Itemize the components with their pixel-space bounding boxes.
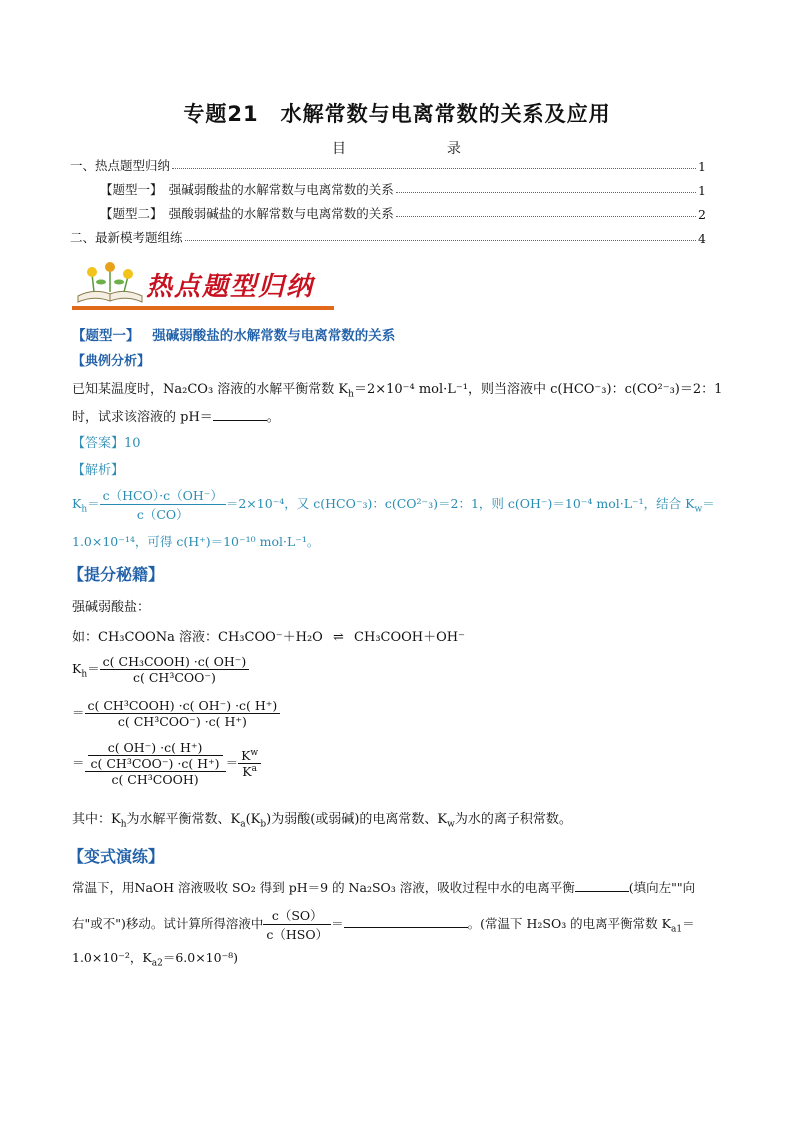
note-sub-a: a <box>240 819 246 830</box>
note-sub-h: h <box>120 819 127 830</box>
tips-line2 <box>72 626 465 645</box>
tips-note <box>72 808 572 830</box>
note-1: 其中：K <box>72 812 121 827</box>
practice-text-3: 1.0×10⁻²，K <box>72 950 152 965</box>
type1-heading <box>72 324 395 344</box>
book-flowers-icon <box>74 262 146 306</box>
practice-text-2c: 。(常温下 H₂SO₃ 的电离平衡常数 K <box>467 916 671 931</box>
banner-title: 热点题型归纳 <box>146 272 315 302</box>
fraction-2-num: c( CH³COOH) ·c( OH⁻) ·c( H⁺) <box>85 698 281 714</box>
q2-end: 。 <box>266 410 280 425</box>
example-question-line1 <box>72 378 722 400</box>
page-title: 专题21 水解常数与电离常数的关系及应用 <box>183 102 611 126</box>
toc-heading-char-1: 目 <box>332 141 346 157</box>
fraction-3 <box>85 740 226 787</box>
practice-equals-2: ＝ <box>682 916 695 931</box>
ratio-den: c（HSO） <box>266 927 329 942</box>
ka1-sub: a1 <box>671 924 683 935</box>
note-2: 为水解平衡常数、K <box>126 812 241 827</box>
ka-sup: a <box>251 764 257 774</box>
kh-symbol: K <box>72 496 82 511</box>
fraction-1 <box>100 654 250 685</box>
note-3: (K <box>245 812 261 827</box>
section-banner <box>72 262 334 310</box>
equilibrium-arrow-icon: ⇌ <box>332 630 344 645</box>
analysis-formula-line: $K_h=$ $\frac{\text{c（HCO）·c（OH⁻）}}{c(CO)}$ ＝2×10⁻⁴，又 c(HCO⁻₃)：c(CO²⁻₃)＝2：1，则 c(OH⁻)＝10⁻⁴ mol·L⁻¹，结合 $K_w=$ <box>72 488 715 522</box>
fraction-1-den: c( CH³COO⁻) <box>133 670 216 685</box>
toc-dots <box>185 240 697 241</box>
practice-text-1b: (填向左""向 <box>628 880 696 895</box>
note-sub-b: b <box>260 819 267 830</box>
ratio-blank[interactable] <box>344 927 468 928</box>
nested-num: c( OH⁻) ·c( H⁺) <box>88 740 223 756</box>
toc-row[interactable] <box>100 178 706 198</box>
fraction-2-den: c( CH³COO⁻) ·c( H⁺) <box>117 714 247 729</box>
practice-equals: ＝ <box>331 916 344 931</box>
toc-page: 4 <box>698 231 706 246</box>
example-question-line2 <box>72 406 280 425</box>
fraction-3-num <box>85 740 226 772</box>
toc-label: 一、热点题型归纳 <box>70 158 171 173</box>
kw-sup: w <box>250 747 259 758</box>
nested-den: c( CH³COO⁻) ·c( H⁺) <box>90 756 220 771</box>
fraction-numerator: c（HCO）·c（OH⁻） <box>100 486 226 505</box>
ratio-fraction <box>263 906 331 943</box>
q1-text-cont: ＝2×10⁻⁴ mol·L⁻¹，则当溶液中 c(HCO⁻₃)：c(CO²⁻₃)＝2：1 <box>353 382 723 397</box>
ka-symbol: K <box>242 764 252 780</box>
kh-formula-1: $K_h=$ $\frac{\text{c( CH₃COOH) ·c( OH⁻)}}{\text{c( CH³COO⁻)}}$ <box>72 654 249 685</box>
kw-symbol: K <box>241 748 251 763</box>
analysis-fraction <box>100 486 226 523</box>
analysis-line2: 1.0×10⁻¹⁴，可得 c(H⁺)＝10⁻¹⁰ mol·L⁻¹。 <box>72 534 320 549</box>
type1-tag: 【题型一】 <box>72 328 140 344</box>
answer-blank[interactable] <box>213 420 267 421</box>
answer-line: 【答案】10 <box>72 436 141 451</box>
kw-ka-fraction <box>238 748 261 779</box>
direction-blank[interactable] <box>575 891 629 892</box>
practice-heading: 【变式演练】 <box>68 847 165 866</box>
fraction-3-den: c( CH³COOH) <box>111 772 199 787</box>
toc-page: 1 <box>698 159 706 174</box>
toc-dots <box>396 216 696 217</box>
reaction-left: 如：CH₃COONa 溶液：CH₃COO⁻＋H₂O <box>72 630 323 645</box>
toc-label: 【题型一】 强碱弱酸盐的水解常数与电离常数的关系 <box>100 182 394 197</box>
analysis-equals: ＝ <box>702 496 715 511</box>
toc-dots <box>396 192 696 193</box>
toc-row[interactable] <box>100 202 706 222</box>
toc-dots <box>172 168 696 169</box>
toc-heading-char-2: 录 <box>446 141 461 157</box>
q1-sub: h <box>348 389 354 400</box>
tips-heading: 【提分秘籍】 <box>68 565 165 584</box>
example-heading: 【典例分析】 <box>72 354 151 369</box>
type1-title: 强碱弱酸盐的水解常数与电离常数的关系 <box>152 328 396 344</box>
practice-line3 <box>72 948 238 969</box>
analysis-rest: ＝2×10⁻⁴，又 c(HCO⁻₃)：c(CO²⁻₃)＝2：1，则 c(OH⁻)＝10⁻⁴ mol·L⁻¹，结合 K <box>225 496 695 511</box>
toc-label: 二、最新模考题组练 <box>70 230 183 245</box>
reaction-right: CH₃COOH＋OH⁻ <box>354 630 465 645</box>
fraction-1-num: c( CH₃COOH) ·c( OH⁻) <box>100 654 250 670</box>
ka2-sub: a2 <box>151 958 163 969</box>
toc-label: 【题型二】 强酸弱碱盐的水解常数与电离常数的关系 <box>100 206 394 221</box>
banner-underline <box>72 306 334 310</box>
toc-row[interactable] <box>70 226 706 246</box>
note-5: 为水的离子积常数。 <box>454 812 572 827</box>
analysis-heading: 【解析】 <box>72 463 125 478</box>
practice-text-2: 右"或不")移动。试计算所得溶液中 <box>72 916 264 931</box>
kh-formula-3: ＝ $\frac{\frac{c( OH^-) \cdot c( H^+)}{\text{c( CH³COO⁻) ·c( H⁺)}}}{\text{c( CH³COOH)}}$ ＝ $\frac{K^w}{K^a}$ <box>72 740 261 787</box>
practice-line1 <box>72 878 695 896</box>
tips-line1: 强碱弱酸盐： <box>72 600 151 615</box>
practice-line2 <box>72 906 695 943</box>
note-4: )为弱酸(或弱碱)的电离常数、K <box>266 812 448 827</box>
toc-page: 2 <box>698 207 706 222</box>
kh-formula-2: ＝ $\frac{\text{c( CH³COOH) ·c( OH⁻) ·c( H⁺)}}{\text{c( CH³COO⁻) ·c( H⁺)}}$ <box>72 698 280 729</box>
kh-sub: h <box>81 504 88 515</box>
note-sub-w: w <box>447 819 455 830</box>
q1-text: 已知某温度时，Na₂CO₃ 溶液的水解平衡常数 K <box>72 382 349 397</box>
practice-text-1: 常温下，用NaOH 溶液吸收 SO₂ 得到 pH＝9 的 Na₂SO₃ 溶液，吸收过程中水的电离平衡 <box>72 880 575 895</box>
practice-text-3b: ＝6.0×10⁻⁸) <box>162 950 239 965</box>
toc-row[interactable] <box>70 154 706 174</box>
kh-sub: h <box>81 669 88 680</box>
toc-page: 1 <box>698 183 706 198</box>
kw-sub: w <box>694 504 703 515</box>
ratio-num: c（SO） <box>263 906 331 925</box>
fraction-2 <box>85 698 281 729</box>
fraction-denominator: c（CO） <box>136 507 189 522</box>
q2-text: 时，试求该溶液的 pH＝ <box>72 410 213 425</box>
kh-symbol: K <box>72 661 82 676</box>
